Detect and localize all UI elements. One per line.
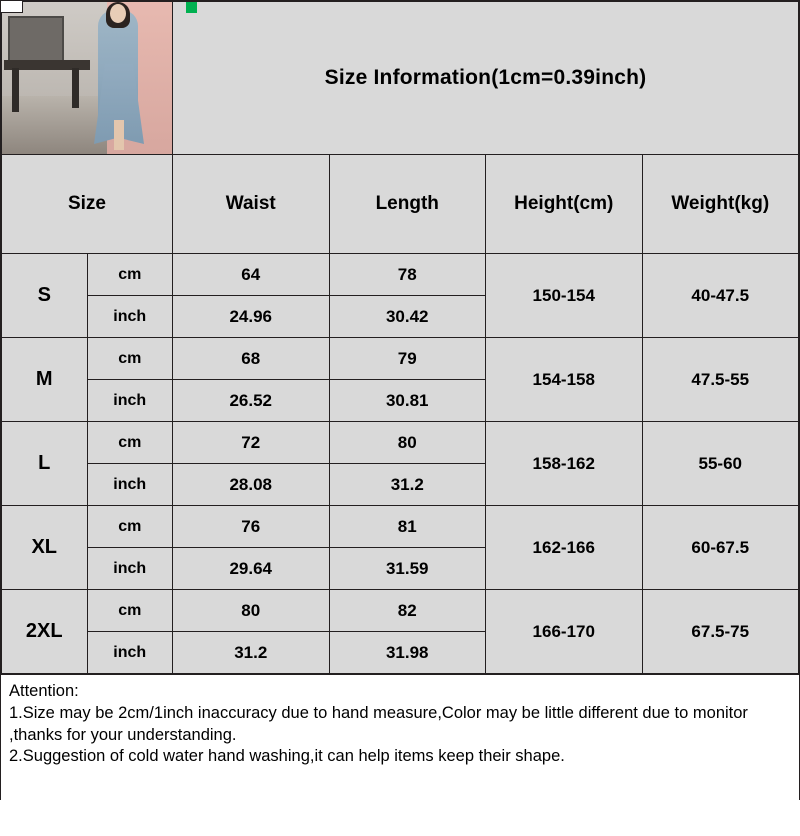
unit-cm: cm (87, 254, 173, 296)
attention-section (1, 674, 799, 836)
height-l: 158-162 (486, 422, 643, 506)
unit-cm: cm (87, 422, 173, 464)
photo-model-legs (114, 120, 124, 150)
header-weight: Weight(kg) (642, 155, 799, 254)
unit-inch: inch (87, 548, 173, 590)
unit-inch: inch (87, 380, 173, 422)
length-cm-m: 79 (329, 338, 486, 380)
table-row (2, 590, 799, 632)
table-row (2, 254, 799, 296)
length-cm-2xl: 82 (329, 590, 486, 632)
waist-inch-m: 26.52 (173, 380, 330, 422)
waist-cm-xl: 76 (173, 506, 330, 548)
length-cm-s: 78 (329, 254, 486, 296)
height-xl: 162-166 (486, 506, 643, 590)
waist-inch-xl: 29.64 (173, 548, 330, 590)
length-inch-l: 31.2 (329, 464, 486, 506)
page-title: Size Information(1cm=0.39inch) (173, 2, 799, 155)
waist-cm-l: 72 (173, 422, 330, 464)
header-size: Size (2, 155, 173, 254)
waist-cm-s: 64 (173, 254, 330, 296)
length-inch-xl: 31.59 (329, 548, 486, 590)
title-row (2, 2, 799, 155)
attention-line-2: 2.Suggestion of cold water hand washing,it can help items keep their shape. (9, 747, 565, 766)
photo-panel (8, 16, 64, 64)
weight-l: 55-60 (642, 422, 799, 506)
unit-cm: cm (87, 590, 173, 632)
table-row (2, 422, 799, 464)
size-label-l: L (2, 422, 88, 506)
weight-m: 47.5-55 (642, 338, 799, 422)
column-header-row (2, 155, 799, 254)
waist-inch-l: 28.08 (173, 464, 330, 506)
waist-inch-2xl: 31.2 (173, 632, 330, 674)
length-inch-s: 30.42 (329, 296, 486, 338)
size-label-2xl: 2XL (2, 590, 88, 674)
unit-cm: cm (87, 506, 173, 548)
size-label-m: M (2, 338, 88, 422)
header-waist: Waist (173, 155, 330, 254)
size-label-s: S (2, 254, 88, 338)
photo-desk-leg-right (72, 68, 79, 108)
size-information-table (1, 1, 799, 674)
waist-inch-s: 24.96 (173, 296, 330, 338)
green-marker-icon (186, 2, 197, 13)
weight-s: 40-47.5 (642, 254, 799, 338)
header-height: Height(cm) (486, 155, 643, 254)
waist-cm-m: 68 (173, 338, 330, 380)
length-inch-2xl: 31.98 (329, 632, 486, 674)
table-row (2, 506, 799, 548)
size-label-xl: XL (2, 506, 88, 590)
attention-line-1: 1.Size may be 2cm/1inch inaccuracy due to hand measure,Color may be little different due to monitor ,thanks for your understanding. (9, 703, 748, 744)
unit-inch: inch (87, 632, 173, 674)
table-row (2, 338, 799, 380)
length-cm-l: 80 (329, 422, 486, 464)
header-length: Length (329, 155, 486, 254)
waist-cm-2xl: 80 (173, 590, 330, 632)
corner-notch (1, 1, 23, 13)
weight-2xl: 67.5-75 (642, 590, 799, 674)
photo-model-head (110, 4, 126, 23)
unit-inch: inch (87, 296, 173, 338)
weight-xl: 60-67.5 (642, 506, 799, 590)
unit-inch: inch (87, 464, 173, 506)
height-2xl: 166-170 (486, 590, 643, 674)
product-photo-cell (2, 2, 173, 155)
attention-heading: Attention: (9, 682, 79, 700)
height-m: 154-158 (486, 338, 643, 422)
photo-desk-leg-left (12, 68, 19, 112)
height-s: 150-154 (486, 254, 643, 338)
length-inch-m: 30.81 (329, 380, 486, 422)
product-photo (2, 2, 172, 154)
length-cm-xl: 81 (329, 506, 486, 548)
unit-cm: cm (87, 338, 173, 380)
